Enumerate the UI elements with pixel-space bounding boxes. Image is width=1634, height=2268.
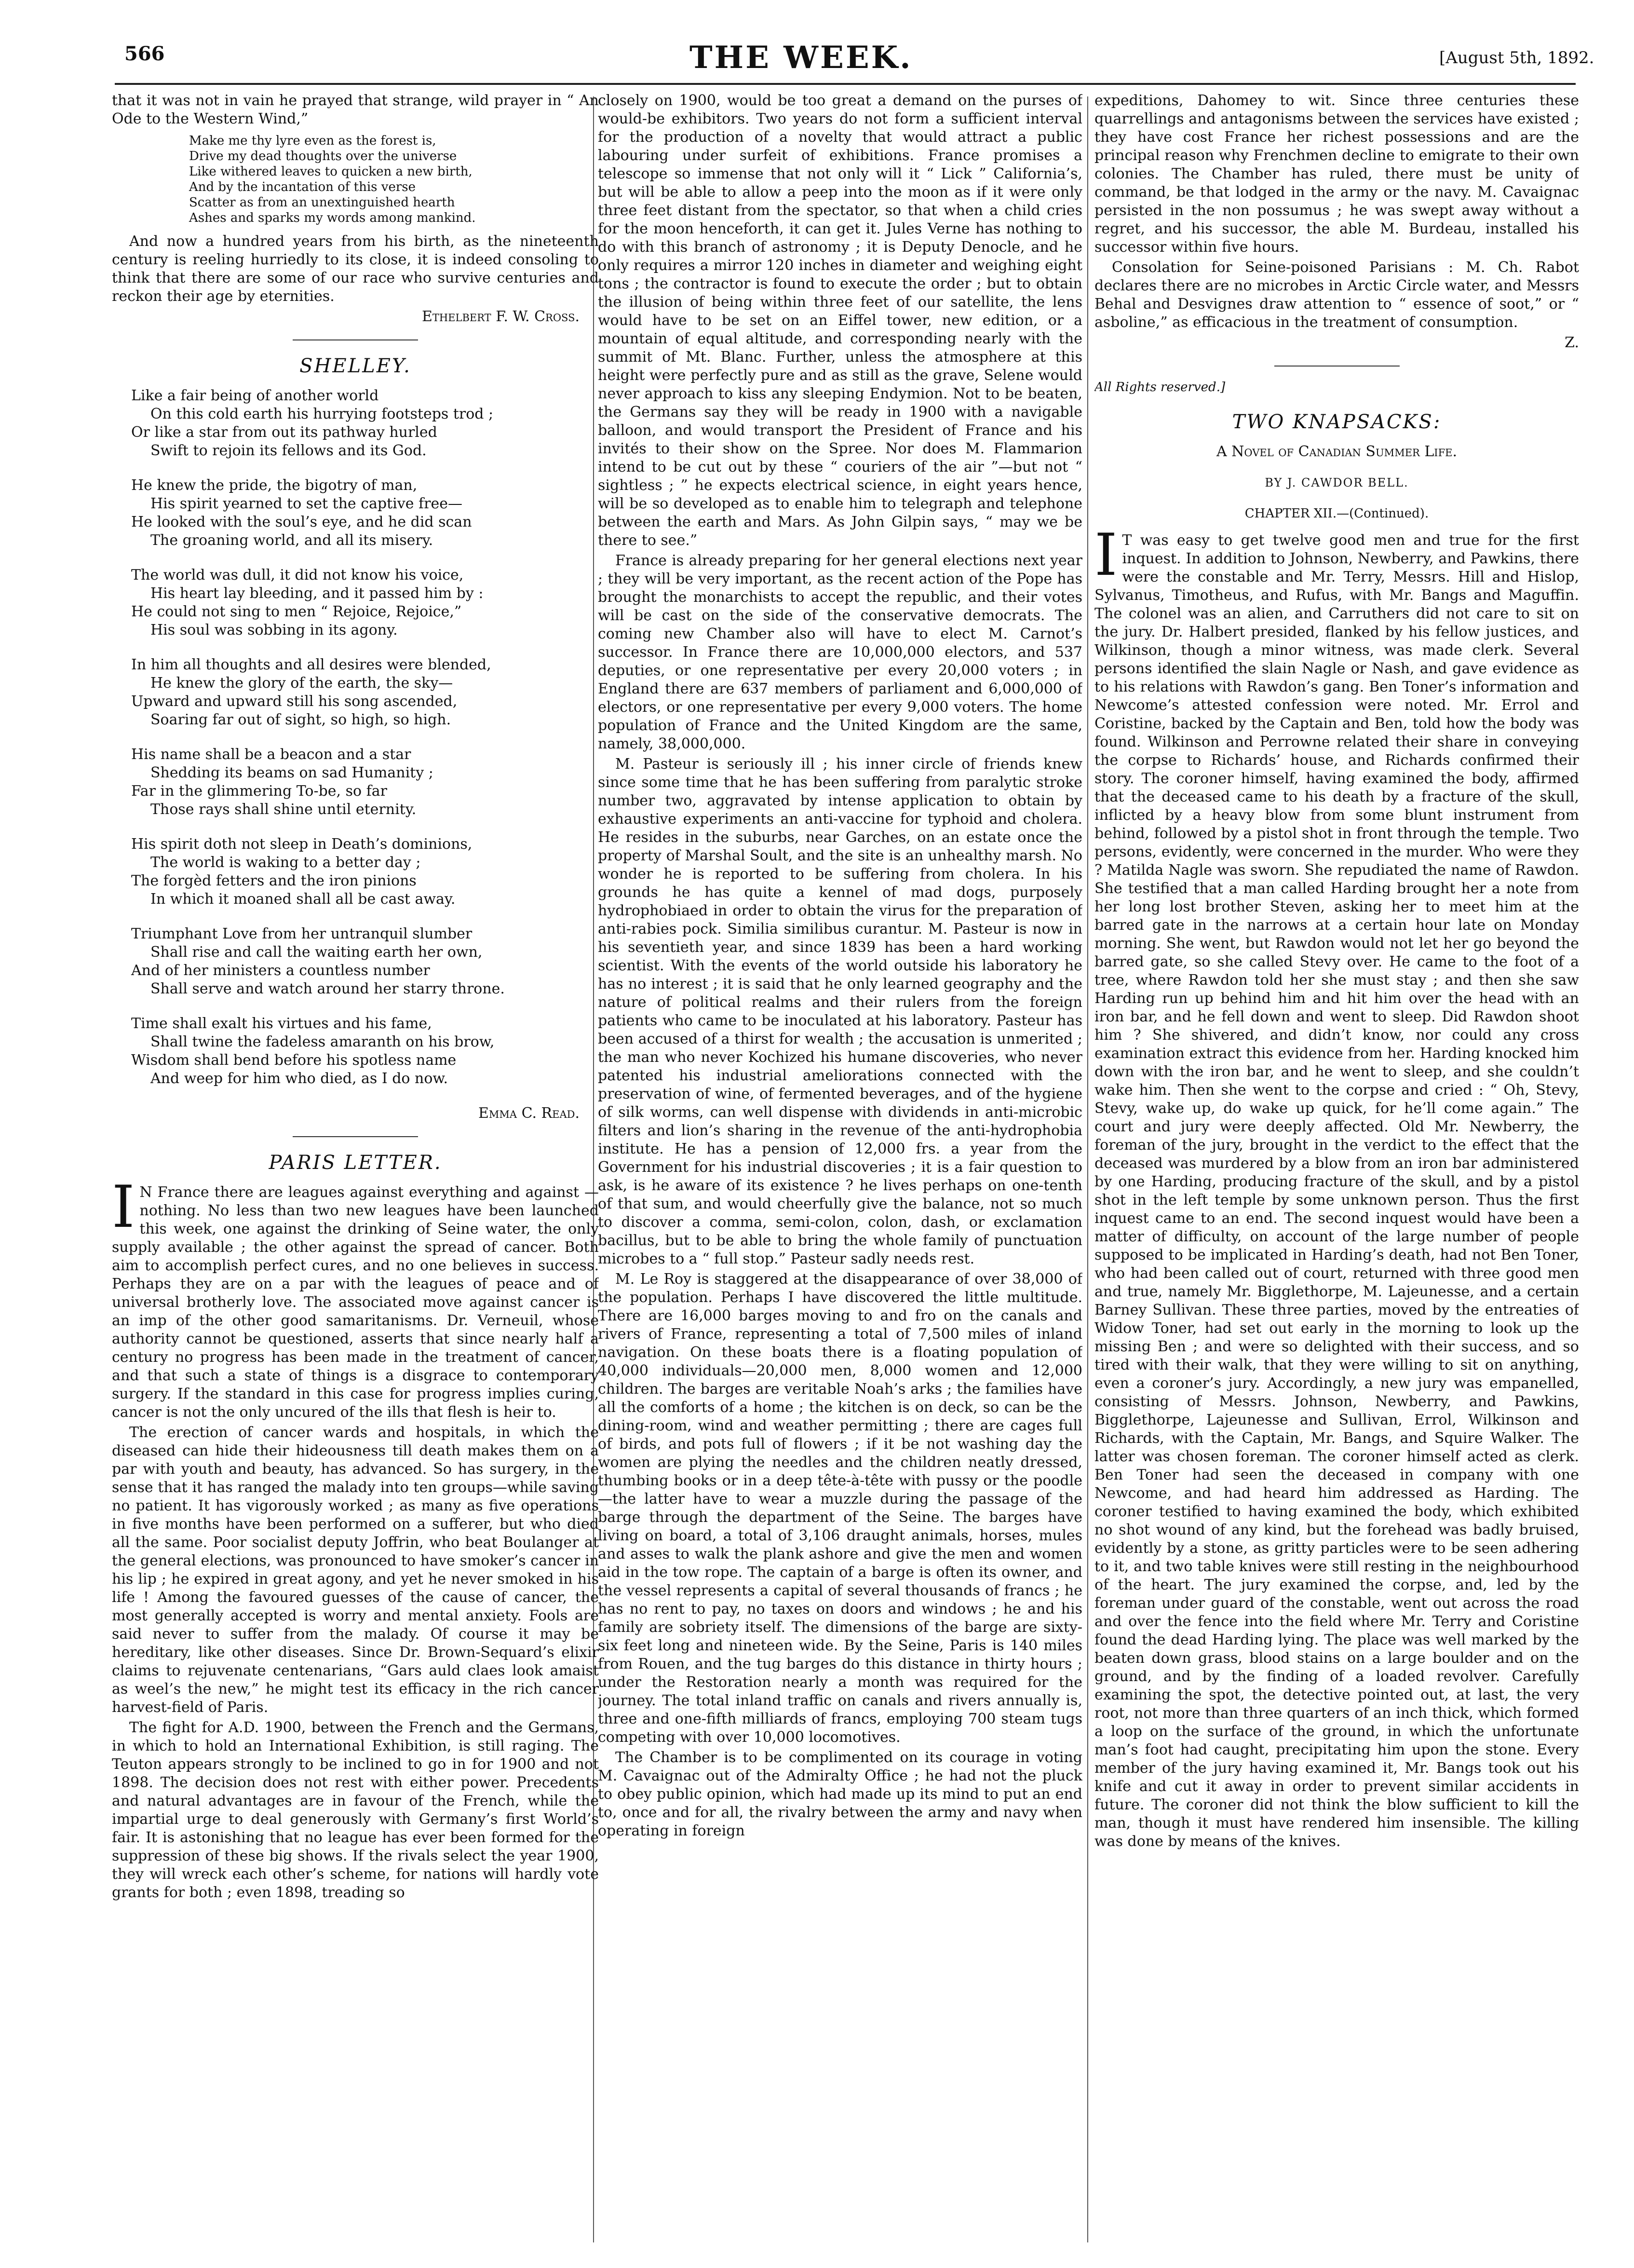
paragraph: that it was not in vain he prayed that strange, wild prayer in “ An Ode to the Western Wind,”: [112, 92, 599, 127]
poem-line: The groaning world, and all its misery.: [150, 532, 433, 549]
poem-line: His spirit yearned to set the captive free—: [150, 495, 462, 512]
poem-line: Shall twine the fadeless amaranth on his brow,: [150, 1033, 495, 1050]
poem-line: He could not sing to men “ Rejoice, Rejoice,”: [131, 603, 462, 620]
poem-title: SHELLEY.: [299, 355, 411, 377]
verse-line: And by the incantation of this verse: [189, 180, 416, 194]
stanza: [131, 835, 599, 909]
paragraph: expeditions, Dahomey to wit. Since three centuries these quarrellings and antagonisms between the services have existed ; they have cost France her richest possessions and are the principal reason why Frenchmen decline to emigrate to their own colonies. The Chamber has ruled, there must be unity of command, be that lodged in the army or the navy. M. Cavaignac persisted in the non possumus ; he was swept away without a regret, and his successor, the able M. Burdeau, installed his successor within five hours.: [1094, 92, 1579, 256]
poem-line: Shedding its beams on sad Humanity ;: [150, 764, 433, 781]
letter-title: PARIS LETTER.: [269, 1152, 442, 1174]
poem-line: Triumphant Love from her untranquil slumber: [131, 925, 473, 942]
signature: Emma C. Read.: [478, 1105, 580, 1122]
poem-line: And of her ministers a countless number: [131, 962, 430, 979]
poem-line: Or like a star from out its pathway hurled: [131, 424, 437, 441]
paragraph-text: N France there are leagues against everything and against —nothing. No less than two new leagues have been launched this week, one against the drinking of Seine water, the only supply available ; the other against the spread of cancer. Both aim to accomplish perfect cures, and no one believes in success. Perhaps they are on a par with the leagues of peace and of universal brotherly love. The associated move against cancer is an imp of the other good samaritanisms. Dr. Verneuil, whose authority cannot be questioned, asserts that since nearly half a century no progress has been made in the treatment of cancer, and that such a state of things is a disgrace to contemporary surgery. If the standard in this case for progress implies curing, cancer is not the only uncured of the ills that flesh is heir to.: [112, 1184, 599, 1421]
page-number: 566: [124, 42, 165, 65]
stanza: [131, 925, 599, 998]
poem-line: And weep for him who died, as I do now.: [150, 1070, 448, 1087]
stanza: [131, 387, 599, 460]
chapter-heading: CHAPTER XII.—(Continued).: [1244, 506, 1429, 521]
poem-line: Far in the glimmering To-be, so far: [131, 783, 387, 800]
rights-notice: All Rights reserved.]: [1094, 380, 1226, 394]
drop-cap: I: [1094, 522, 1118, 589]
stanza: [131, 746, 599, 819]
stanza: [131, 656, 599, 729]
byline: BY J. CAWDOR BELL.: [1265, 476, 1409, 489]
poem-line: Shall serve and watch around her starry throne.: [150, 980, 505, 997]
paragraph: Consolation for Seine-poisoned Parisians : M. Ch. Rabot declares there are no microbes in Arctic Circle water, and Messrs Behal and Desvignes draw attention to “ essence of soot,” or “ asboline,” as efficacious in the treatment of consumption.: [1094, 259, 1579, 331]
paragraph: closely on 1900, would be too great a demand on the purses of would-be exhibitors. Two years do not form a sufficient interval for the production of a novelty that would attract a public labouring under surfeit of exhibitions. France promises a telescope so immense that not only will it “ Lick ” California’s, but will be able to allow a peep into the moon as if it were only three feet distant from the spectator, so that when a child cries for the moon henceforth, it can get it. Jules Verne has nothing to do with this branch of astronomy ; it is Deputy Denocle, and he only requires a mirror 120 inches in diameter and weighing eight tons ; the contractor is found to execute the order ; but to obtain the illusion of being within three feet of our satellite, the lens would have to be set on an Eiffel tower, new edition, or a mountain of equal altitude, and corresponding nearly with the summit of Mt. Blanc. Further, unless the atmosphere at this height were perfectly pure and as still as the grave, Selene would never approach to kiss any sleeping Endymion. Not to be beaten, the Germans say they will be ready in 1900 with a navigable balloon, and would transport the President of France and his invités to their show on the Spree. Nor does M. Flammarion intend to be cut out by these “ couriers of the air ”—but not “ sightless ; ” he expects electrical science, in eight years hence, will be so developed as to enable him to telegraph and telephone between the earth and Mars. As John Gilpin says, “ may we be there to see.”: [598, 92, 1082, 549]
paragraph: [1094, 522, 1579, 1851]
poem: [131, 387, 599, 1088]
drop-cap: I: [112, 1174, 135, 1241]
poem-line: Like a fair being of another world: [131, 387, 379, 404]
paragraph: And now a hundred years from his birth, as the nineteenth century is reeling hurriedly to its close, it is indeed consoling to think that there are some of our race who survive centuries and reckon their age by eternities.: [112, 233, 599, 305]
verse-line: Ashes and sparks my words among mankind.: [189, 211, 476, 225]
verse-line: Make me thy lyre even as the forest is,: [189, 134, 436, 148]
column-left: [112, 92, 599, 2242]
paragraph: The Chamber is to be complimented on its courage in voting M. Cavaignac out of the Admiralty Office ; he had not the pluck to obey public opinion, which had made up its mind to put an end to, once and for all, the rivalry between the army and navy when operating in foreign: [598, 1749, 1082, 1839]
poem-line: Time shall exalt his virtues and his fame,: [131, 1015, 432, 1032]
novel-subtitle: A Novel of Canadian Summer Life.: [1216, 443, 1458, 460]
verse-line: Scatter as from an unextinguished hearth: [189, 195, 455, 210]
poem-line: His soul was sobbing in its agony.: [150, 622, 398, 638]
poem-line: The world is waking to a better day ;: [150, 854, 421, 871]
signature: Ethelbert F. W. Cross.: [421, 308, 580, 325]
poem-line: Wisdom shall bend before his spotless name: [131, 1052, 457, 1069]
poem-line: Upward and upward still his song ascended,: [131, 693, 458, 710]
poem-line: He looked with the soul’s eye, and he did scan: [131, 514, 472, 530]
column-divider: [1087, 96, 1088, 2242]
stanza: [131, 1015, 599, 1088]
section-rule: [293, 1136, 418, 1137]
poem-line: Shall rise and call the waiting earth her own,: [150, 944, 483, 961]
poem-line: The forgèd fetters and the iron pinions: [131, 872, 417, 889]
stanza: [131, 566, 599, 639]
header-rule: [115, 83, 1576, 85]
poem-line: His spirit doth not sleep in Death’s dominions,: [131, 836, 473, 853]
column-middle: [598, 92, 1082, 2242]
section-rule: [1274, 366, 1400, 367]
poem-line: The world was dull, it did not know his voice,: [131, 567, 464, 584]
column-right: [1094, 92, 1579, 2242]
novel-title: TWO KNAPSACKS:: [1232, 411, 1442, 433]
paragraph: France is already preparing for her general elections next year ; they will be very important, as the recent action of the Pope has brought the monarchists to accept the republic, and their votes will be cast on the side of the conservative democrats. The coming new Chamber also will have to elect M. Carnot’s successor. In France there are 10,000,000 electors, and 537 deputies, or one representative per every 20,000 voters ; in England there are 637 members of parliament and 6,000,000 of electors, or one representative per every 9,000 voters. The home population of France and the United Kingdom are the same, namely, 38,000,000.: [598, 552, 1082, 752]
paragraph: The erection of cancer wards and hospitals, in which the diseased can hide their hideousness till death makes them on a par with youth and beauty, has advanced. So has surgery, in the sense that it has ranged the malady into ten groups—while saving no patient. It has vigorously worked ; as many as five operations in five months have been performed on a sufferer, but who died all the same. Poor socialist deputy Joffrin, who beat Boulanger at the general elections, was pronounced to have smoker’s cancer in his lip ; he expired in great agony, and yet he never smoked in his life ! Among the favoured guesses of the cause of cancer, the most generally accepted is worry and mental anxiety. Fools are said never to suffer from the malady. Of course it may be hereditary, like other diseases. Since Dr. Brown-Sequard’s elixir claims to rejuvenate centenarians, “Gars auld claes look amaist as weel’s the new,” he might test its efficacy in the rich cancer harvest-field of Paris.: [112, 1424, 599, 1716]
issue-date: [August 5th, 1892.: [1439, 48, 1594, 68]
stanza: [131, 476, 599, 550]
poem-line: His heart lay bleeding, and it passed him by :: [150, 585, 484, 602]
poem-line: In which it moaned shall all be cast away.: [150, 891, 456, 908]
poem-line: He knew the glory of the earth, the sky—: [150, 675, 453, 692]
paragraph: The fight for A.D. 1900, between the French and the Germans, in which to hold an International Exhibition, is still raging. The Teuton appears strongly to be inclined to go in for 1900 and not 1898. The decision does not rest with either power. Precedents and natural advantages are in favour of the French, while the impartial urge to deal generously with Germany’s first World’s fair. It is astonishing that no league has ever been formed for the suppression of these big shows. If the rivals select the year 1900, they will wreck each other’s scheme, for nations will hardly vote grants for both ; even 1898, treading so: [112, 1719, 599, 1901]
poem-line: Swift to rejoin its fellows and its God.: [150, 442, 427, 459]
masthead-title: THE WEEK.: [689, 40, 913, 76]
paragraph: M. Le Roy is staggered at the disappearance of over 38,000 of the population. Perhaps I have discovered the little multitude. There are 16,000 barges moving to and fro on the canals and rivers of France, representing a total of 7,500 miles of inland navigation. On these boats there is a floating population of 40,000 individuals—20,000 men, 8,000 women and 12,000 children. The barges are veritable Noah’s arks ; the families have all the comforts of a home ; the kitchen is on deck, so can be the dining-room, wind and weather permitting ; there are cages full of birds, and pots full of flowers ; if it be not washing day the women are plying the needles and the children neatly dressed, thumbing books or in a deep tête-à-tête with pussy or the poodle—the latter have to wear a muzzle during the passage of the barge through the department of the Seine. The barges have living on board, a total of 3,106 draught animals, horses, mules and asses to walk the plank ashore and give the men and women aid in the tow rope. The captain of a barge is often its owner, and the vessel represents a capital of several thousands of francs ; he has no rent to pay, no taxes on doors and windows ; he and his family are sobriety itself. The dimensions of the barge are sixty-six feet long and nineteen wide. By the Seine, Paris is 140 miles from Rouen, and the tug barges do this distance in thirty hours ; under the Restoration nearly a month was required for the journey. The total inland traffic on canals and rivers annually is, three and one-fifth milliards of francs, employing 700 steam tugs competing with over 10,000 locomotives.: [598, 1271, 1082, 1746]
poem-line: His name shall be a beacon and a star: [131, 746, 411, 763]
poem-line: Soaring far out of sight, so high, so high.: [150, 711, 451, 728]
paragraph-text: T was easy to get twelve good men and true for the first inquest. In addition to Johnson, Newberry, and Pawkins, there were the constable and Mr. Terry, Messrs. Hill and Hislop, Sylvanus, Timotheus, and Rufus, with Mr. Bangs and Maguffin. The colonel was an alien, and Carruthers did not care to sit on the jury. Dr. Halbert presided, flanked by his fellow justices, and Wilkinson, though a minor witness, was made clerk. Several persons identified the slain Nagle or Nash, and gave evidence as to his relations with Rawdon’s gang. Ben Toner’s information and Newcome’s attested confession were noted. Mr. Errol and Coristine, backed by the Captain and Ben, told how the body was found. Wilkinson and Perrowne related their share in conveying the corpse to Richards’ house, and Richards confirmed their story. The coroner himself, having examined the body, affirmed that the deceased came to his death by a fracture of the skull, inflicted by a heavy blow from some blunt instrument from behind, followed by a pistol shot in front through the temple. Two persons, evidently, were concerned in the murder. Who were they ? Matilda Nagle was sworn. She repudiated the name of Rawdon. She testified that a man called Harding brought her a note from her long lost brother Steven, asking her to meet him at the barred gate in the narrows at a certain hour late on Monday morning. She went, but Rawdon would not let her go beyond the barred gate, so she called Stevy over. He came to the foot of a tree, where Rawdon told her she must stay ; and then she saw Harding run up behind him and hit him over the head with an iron bar, and he fell down and went to sleep. Did Rawdon shoot him ? She shivered, and didn’t know, nor could any cross examination extract this evidence from her. Harding knocked him down with the iron bar, and he went to sleep, and she couldn’t wake him. Then she went to the corpse and cried : “ Oh, Stevy, Stevy, wake up, do wake up quick, for he’ll come again.” The court and jury were deeply affected. Old Mr. Newberry, the foreman of the jury, brought in the verdict to the effect that the deceased was murdered by a blow from an iron bar administered by one Harding, producing fracture of the skull, and by a pistol shot in the left temple by some unknown person. Thus the first inquest came to an end. The second inquest would have been a matter of difficulty, on account of the large number of people supposed to be implicated in Harding’s death, had not Ben Toner, who had been called out of court, returned with three good men and true, namely Mr. Bigglethorpe, M. Lajeunesse, and a certain Barney Sullivan. These three parties, moved by the entreaties of Widow Toner, had set out early in the morning to look up the missing Ben ; and were so delighted with their success, and so tired with their walk, that they were willing to sit on anything, even a coroner’s jury. Accordingly, a new jury was empanelled, consisting of Messrs. Johnson, Newberry, and Pawkins, Bigglethorpe, Lajeunesse and Sullivan, Errol, Wilkinson and Richards, with the Captain, Mr. Bangs, and Squire Walker. The latter was chosen foreman. The coroner himself acted as clerk. Ben Toner had seen the deceased in company with one Newcome, and had heard him addressed as Harding. The coroner testified to having examined the body, which exhibited no shot wound of any kind, but the forehead was badly bruised, evidently by a stone, as gritty particles were to be seen adhering to it, and two table knives were still resting in the neighbourhood of the heart. The jury examined the corpse, and, led by the foreman under guard of the constable, went out across the road and over the fence into the field where Mr. Terry and Coristine found the dead Harding lying. The place was well marked by the beaten down grass, blood stains on a large boulder and on the ground, and by the finding of a loaded revolver. Carefully examining the spot, the detective pointed out, at last, the very root, not more than three quarters of an inch thick, which formed a loop on the surface of the ground, in which the unfortunate man’s foot had caught, precipitating him upon the stone. Every member of the jury having examined it, Mr. Bangs took out his knife and cut it away in order to prevent similar accidents in future. The coroner did not think the blow sufficient to kill the man, though it must have rendered him insensible. The killing was done by means of the knives.: [1094, 532, 1579, 1850]
poem-line: In him all thoughts and all desires were blended,: [131, 656, 491, 673]
signature: Z.: [1565, 334, 1579, 351]
poem-line: Those rays shall shine until eternity.: [150, 801, 417, 818]
verse-line: Like withered leaves to quicken a new birth,: [189, 164, 473, 179]
poem-line: He knew the pride, the bigotry of man,: [131, 477, 418, 494]
paragraph: [112, 1174, 599, 1422]
poem-line: On this cold earth his hurrying footsteps trod ;: [150, 406, 494, 422]
verse-line: Drive my dead thoughts over the universe: [189, 149, 457, 163]
paragraph: M. Pasteur is seriously ill ; his inner circle of friends knew since some time that he has been suffering from paralytic stroke number two, aggravated by intense application to obtain by exhaustive experiments an anti-vaccine for typhoid and cholera. He resides in the suburbs, near Garches, on an estate once the property of Marshal Soult, and the site is an unhealthy marsh. No wonder he is reported to be suffering from cholera. In his grounds he has quite a kennel of mad dogs, purposely hydrophobiaed in order to obtain the virus for the preparation of anti-rabies pock. Similia similibus curantur. M. Pasteur is now in his seventieth year, and since 1839 has been a hard working scientist. With the events of the world outside his laboratory he has no interest ; it is said that he only learned geography and the nature of political realms and their rulers from the foreign patients who came to be inoculated at his laboratory. Pasteur has been accused of a thirst for wealth ; the accusation is unmerited ; the man who never Kochized his humane discoveries, who never patented his industrial ameliorations connected with the preservation of wine, of fermented beverages, and of the hygiene of silk worms, can well dispense with dividends in anti-microbic filters and lion’s sharing in the revenue of the anti-hydrophobia institute. He has a pension of 12,000 frs. a year from the Government for his industrial discoveries ; it is a fair question to ask, is he aware of its existence ? he lives perhaps on one-tenth of that sum, and would cheerfully give the balance, not so much to discover a comma, semi-colon, colon, dash, or exclamation bacillus, but to be able to bring the whole family of punctuation microbes to a “ full stop.” Pasteur sadly needs rest.: [598, 756, 1082, 1267]
quoted-verse: [189, 133, 599, 226]
